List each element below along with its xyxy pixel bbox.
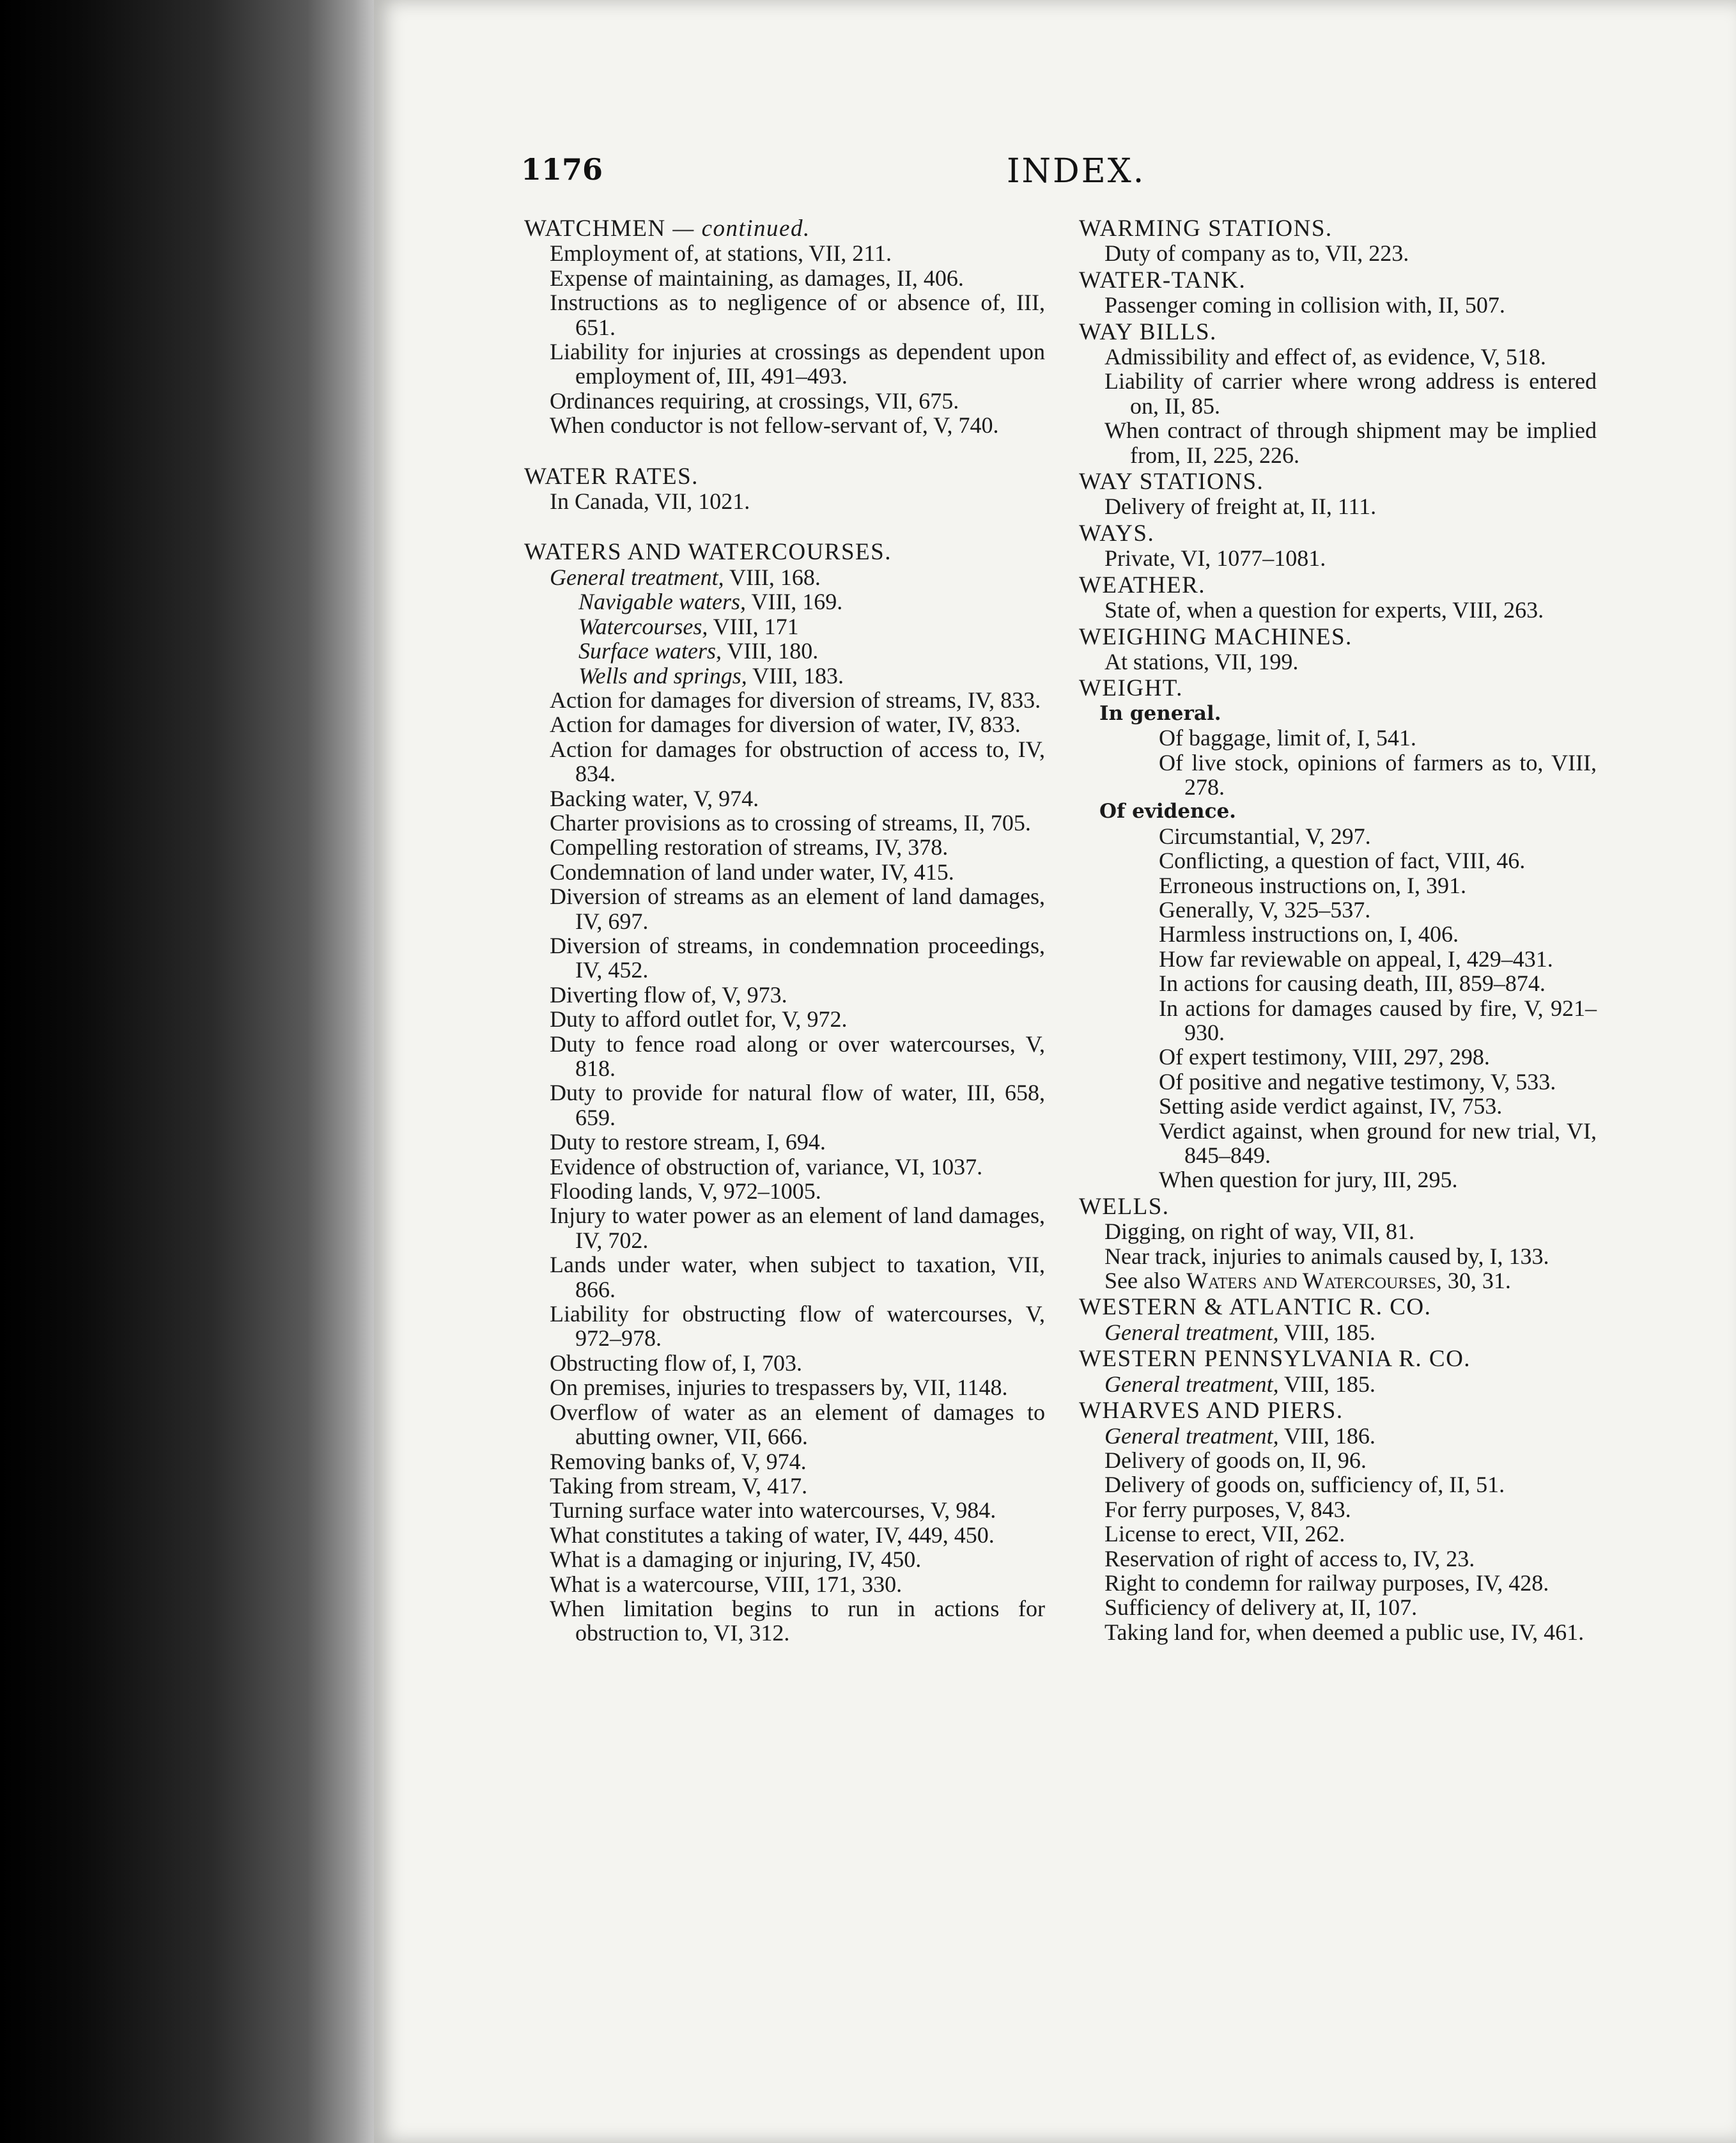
index-heading bbox=[524, 465, 1045, 489]
entry-text: Near track, injuries to animals caused by, I, 133. bbox=[1104, 1243, 1549, 1269]
entry-text: Action for damages for diversion of water, IV, 833. bbox=[550, 712, 1021, 738]
index-entry bbox=[1133, 1094, 1597, 1118]
index-subheading bbox=[1099, 799, 1597, 823]
index-entry bbox=[1133, 1119, 1597, 1168]
entry-text: What is a damaging or injuring, IV, 450. bbox=[550, 1547, 922, 1573]
index-entry bbox=[524, 835, 1045, 859]
entry-text: Conflicting, a question of fact, VIII, 46. bbox=[1159, 848, 1526, 874]
index-entry bbox=[524, 1498, 1045, 1522]
entry-text: At stations, VII, 199. bbox=[1104, 648, 1299, 674]
index-heading bbox=[1079, 522, 1597, 546]
entry-text: When limitation begins to run in actions for obstruction to, VI, 312. bbox=[550, 1595, 1045, 1646]
entry-text: Liability of carrier where wrong address is entered on, II, 85. bbox=[1104, 368, 1597, 419]
heading-text: WESTERN & ATLANTIC R. CO. bbox=[1079, 1294, 1432, 1321]
index-entry bbox=[1079, 369, 1597, 418]
index-entry bbox=[1133, 1070, 1597, 1094]
index-heading bbox=[524, 217, 1045, 241]
index-entry bbox=[524, 712, 1045, 736]
entry-text: Diversion of streams as an element of land damages, IV, 697. bbox=[550, 884, 1045, 934]
index-column-left bbox=[524, 214, 1045, 1646]
index-entry bbox=[524, 1596, 1045, 1646]
book-spine-edge bbox=[0, 0, 384, 2143]
entry-text: Private, VI, 1077–1081. bbox=[1104, 545, 1326, 572]
entry-text: Expense of maintaining, as damages, II, 406. bbox=[550, 265, 964, 291]
entry-text: Right to condemn for railway purposes, IV, 428. bbox=[1104, 1570, 1549, 1596]
heading-text: WAY BILLS. bbox=[1079, 318, 1217, 345]
entry-text: Verdict against, when ground for new trial, VI, 845–849. bbox=[1159, 1118, 1597, 1169]
index-entry bbox=[524, 1449, 1045, 1474]
index-entry bbox=[553, 664, 1045, 688]
index-heading bbox=[1079, 269, 1597, 293]
index-entry bbox=[1133, 873, 1597, 898]
index-entry bbox=[1079, 1268, 1597, 1293]
index-entry bbox=[1079, 1244, 1597, 1268]
index-entry bbox=[1079, 1595, 1597, 1619]
index-heading bbox=[1079, 573, 1597, 598]
entry-text: Circumstantial, V, 297. bbox=[1159, 823, 1371, 849]
index-entry bbox=[524, 1547, 1045, 1571]
index-entry bbox=[1079, 494, 1597, 518]
heading-text: WEATHER. bbox=[1079, 572, 1205, 598]
index-entry bbox=[524, 266, 1045, 290]
entry-text: In actions for causing death, III, 859–874. bbox=[1159, 970, 1546, 997]
heading-text: WARMING STATIONS. bbox=[1079, 215, 1333, 242]
entry-text: When contract of through shipment may be implied from, II, 225, 226. bbox=[1104, 417, 1597, 468]
entry-text: How far reviewable on appeal, I, 429–431. bbox=[1159, 946, 1553, 972]
index-entry bbox=[1079, 1571, 1597, 1595]
entry-text: Diversion of streams, in condemnation proceedings, IV, 452. bbox=[550, 932, 1045, 983]
running-head: INDEX. bbox=[1007, 152, 1146, 191]
heading-text: WATER RATES. bbox=[524, 463, 699, 490]
index-entry bbox=[524, 1252, 1045, 1302]
entry-text: When question for jury, III, 295. bbox=[1159, 1167, 1458, 1193]
entry-text: Surface waters, bbox=[578, 638, 722, 664]
page-header bbox=[521, 152, 1146, 203]
subheading-text: In general. bbox=[1099, 701, 1221, 725]
index-entry bbox=[524, 1474, 1045, 1498]
entry-text: Reservation of right of access to, IV, 23. bbox=[1104, 1545, 1475, 1571]
entry-reference: VIII, 185. bbox=[1278, 1371, 1376, 1397]
cross-reference: Waters and Watercourses bbox=[1186, 1268, 1436, 1294]
entry-reference: VIII, 186. bbox=[1278, 1422, 1376, 1449]
entry-text: Duty to afford outlet for, V, 972. bbox=[550, 1006, 848, 1033]
index-entry bbox=[1079, 1448, 1597, 1472]
entry-text: What is a watercourse, VIII, 171, 330. bbox=[550, 1571, 903, 1597]
index-entry bbox=[524, 786, 1045, 811]
index-heading bbox=[1079, 217, 1597, 241]
entry-text: In Canada, VII, 1021. bbox=[550, 488, 750, 515]
index-entry bbox=[1133, 898, 1597, 922]
index-entry bbox=[524, 413, 1045, 437]
entry-text: Lands under water, when subject to taxation, VII, 866. bbox=[550, 1252, 1045, 1302]
index-entry bbox=[524, 1302, 1045, 1351]
heading-text: WEIGHING MACHINES. bbox=[1079, 623, 1352, 650]
heading-text: WEIGHT. bbox=[1079, 675, 1183, 702]
entry-text: General treatment, bbox=[1104, 1371, 1279, 1397]
index-entry bbox=[1133, 726, 1597, 750]
entry-text: Delivery of freight at, II, 111. bbox=[1104, 494, 1377, 520]
entry-text: Diverting flow of, V, 973. bbox=[550, 981, 787, 1008]
index-entry bbox=[524, 489, 1045, 513]
index-entry bbox=[1133, 848, 1597, 873]
index-entry bbox=[524, 1375, 1045, 1399]
entry-text: Taking land for, when deemed a public use, IV, 461. bbox=[1104, 1619, 1585, 1645]
index-entry bbox=[524, 933, 1045, 983]
index-entry bbox=[1133, 824, 1597, 848]
heading-text: WHARVES AND PIERS. bbox=[1079, 1398, 1344, 1424]
index-heading bbox=[1079, 1399, 1597, 1423]
index-subheading bbox=[1099, 701, 1597, 726]
page-number: 1176 bbox=[521, 152, 603, 187]
entry-reference: VIII, 171 bbox=[708, 613, 799, 639]
entry-reference: VIII, 169. bbox=[745, 589, 843, 615]
index-entry bbox=[1079, 598, 1597, 622]
entry-text: Liability for obstructing flow of watercourses, V, 972–978. bbox=[550, 1301, 1045, 1352]
index-entry bbox=[1079, 650, 1597, 674]
entry-text: Duty to restore stream, I, 694. bbox=[550, 1129, 826, 1155]
heading-text: WATCHMEN bbox=[524, 215, 666, 242]
index-entry bbox=[524, 884, 1045, 933]
entry-text: Taking from stream, V, 417. bbox=[550, 1472, 808, 1499]
index-entry bbox=[553, 639, 1045, 663]
entry-text: In actions for damages caused by fire, V, 921–930. bbox=[1159, 995, 1597, 1045]
entry-reference: VIII, 168. bbox=[724, 564, 821, 590]
entry-text: Sufficiency of delivery at, II, 107. bbox=[1104, 1594, 1418, 1621]
index-entry bbox=[524, 339, 1045, 389]
entry-text: General treatment, bbox=[1104, 1319, 1279, 1345]
entry-text: When conductor is not fellow-servant of, V, 740. bbox=[550, 412, 999, 439]
entry-text: License to erect, VII, 262. bbox=[1104, 1521, 1345, 1547]
entry-text: State of, when a question for experts, VIII, 263. bbox=[1104, 597, 1544, 623]
index-entry bbox=[524, 1523, 1045, 1547]
entry-text: Obstructing flow of, I, 703. bbox=[550, 1350, 802, 1376]
entry-text: Admissibility and effect of, as evidence, V, 518. bbox=[1104, 344, 1546, 370]
index-entry bbox=[524, 1179, 1045, 1203]
index-entry bbox=[1079, 1620, 1597, 1644]
index-entry bbox=[1079, 546, 1597, 570]
entry-text: General treatment, bbox=[1104, 1422, 1279, 1449]
index-entry bbox=[524, 1400, 1045, 1449]
entry-text: Overflow of water as an element of damages to abutting owner, VII, 666. bbox=[550, 1399, 1045, 1450]
entry-text: General treatment, bbox=[550, 564, 724, 590]
index-entry bbox=[1133, 947, 1597, 971]
entry-text: Injury to water power as an element of land damages, IV, 702. bbox=[550, 1203, 1045, 1253]
entry-text: Of expert testimony, VIII, 297, 298. bbox=[1159, 1044, 1490, 1070]
entry-text: Condemnation of land under water, IV, 415. bbox=[550, 859, 954, 885]
index-column-right bbox=[1079, 214, 1597, 1644]
entry-text: Of live stock, opinions of farmers as to, VIII, 278. bbox=[1159, 749, 1597, 800]
entry-text: On premises, injuries to trespassers by, VII, 1148. bbox=[550, 1375, 1008, 1401]
entry-text: Wells and springs, bbox=[578, 662, 747, 689]
entry-text: Navigable waters, bbox=[578, 589, 746, 615]
index-heading bbox=[1079, 625, 1597, 650]
index-heading bbox=[1079, 1295, 1597, 1320]
entry-reference: VIII, 185. bbox=[1278, 1319, 1376, 1345]
entry-text: See also bbox=[1104, 1268, 1186, 1294]
index-entry bbox=[524, 1007, 1045, 1031]
index-entry bbox=[524, 983, 1045, 1007]
index-entry bbox=[1133, 971, 1597, 995]
index-entry bbox=[1079, 241, 1597, 265]
index-entry bbox=[524, 389, 1045, 413]
subheading-text: Of evidence. bbox=[1099, 800, 1236, 823]
heading-text: WELLS. bbox=[1079, 1193, 1170, 1220]
index-entry bbox=[524, 290, 1045, 339]
index-entry bbox=[1079, 1372, 1597, 1396]
index-heading bbox=[1079, 676, 1597, 701]
entry-text: Passenger coming in collision with, II, 507. bbox=[1104, 292, 1505, 318]
index-entry bbox=[1133, 922, 1597, 946]
index-entry bbox=[524, 1080, 1045, 1130]
entry-text: Duty to fence road along or over watercourses, V, 818. bbox=[550, 1031, 1045, 1081]
entry-reference: , 30, 31. bbox=[1436, 1268, 1511, 1294]
index-heading bbox=[1079, 1195, 1597, 1219]
entry-text: Action for damages for obstruction of access to, IV, 834. bbox=[550, 736, 1045, 787]
entry-text: Charter provisions as to crossing of streams, II, 705. bbox=[550, 809, 1031, 836]
index-entry bbox=[524, 1155, 1045, 1179]
index-entry bbox=[524, 1351, 1045, 1375]
entry-text: Ordinances requiring, at crossings, VII, 675. bbox=[550, 387, 959, 414]
index-entry bbox=[1133, 1167, 1597, 1192]
entry-text: Generally, V, 325–537. bbox=[1159, 896, 1371, 923]
index-entry bbox=[1133, 996, 1597, 1045]
index-entry bbox=[553, 589, 1045, 614]
entry-text: Liability for injuries at crossings as dependent upon employment of, III, 491–493. bbox=[550, 339, 1045, 389]
heading-text: WESTERN PENNSYLVANIA R. CO. bbox=[1079, 1346, 1471, 1373]
index-heading bbox=[524, 540, 1045, 565]
index-entry bbox=[1079, 1522, 1597, 1546]
index-entry bbox=[1133, 1045, 1597, 1069]
index-entry bbox=[1079, 1219, 1597, 1243]
index-entry bbox=[524, 1130, 1045, 1154]
entry-text: Erroneous instructions on, I, 391. bbox=[1159, 872, 1466, 898]
index-entry bbox=[524, 688, 1045, 712]
entry-text: Instructions as to negligence of or absence of, III, 651. bbox=[550, 290, 1045, 340]
index-entry bbox=[524, 1572, 1045, 1596]
entry-text: Action for damages for diversion of streams, IV, 833. bbox=[550, 687, 1041, 713]
index-heading bbox=[1079, 470, 1597, 494]
index-entry bbox=[1079, 1424, 1597, 1448]
index-heading bbox=[1079, 320, 1597, 345]
index-entry bbox=[524, 565, 1045, 589]
entry-text: Backing water, V, 974. bbox=[550, 785, 759, 811]
index-heading bbox=[1079, 1347, 1597, 1371]
heading-text: WAYS. bbox=[1079, 520, 1155, 547]
heading-text: WATERS AND WATERCOURSES. bbox=[524, 539, 892, 566]
entry-text: Digging, on right of way, VII, 81. bbox=[1104, 1219, 1414, 1245]
index-entry bbox=[1079, 1497, 1597, 1522]
index-entry bbox=[524, 737, 1045, 786]
index-entry bbox=[524, 1032, 1045, 1081]
entry-text: Of baggage, limit of, I, 541. bbox=[1159, 725, 1416, 751]
heading-text: WATER-TANK. bbox=[1079, 267, 1246, 293]
index-entry bbox=[1079, 1472, 1597, 1497]
entry-text: Of positive and negative testimony, V, 533. bbox=[1159, 1068, 1556, 1095]
entry-text: Evidence of obstruction of, variance, VI, 1037. bbox=[550, 1153, 983, 1180]
continued-note: — continued. bbox=[665, 215, 810, 242]
index-entry bbox=[1133, 751, 1597, 800]
index-entry bbox=[1079, 1320, 1597, 1344]
index-entry bbox=[524, 241, 1045, 265]
entry-text: Setting aside verdict against, IV, 753. bbox=[1159, 1093, 1503, 1119]
entry-text: Removing banks of, V, 974. bbox=[550, 1448, 807, 1474]
entry-text: Delivery of goods on, II, 96. bbox=[1104, 1447, 1367, 1473]
entry-reference: VIII, 180. bbox=[721, 638, 819, 664]
index-entry bbox=[1079, 1547, 1597, 1571]
entry-text: Harmless instructions on, I, 406. bbox=[1159, 921, 1459, 947]
entry-text: Flooding lands, V, 972–1005. bbox=[550, 1178, 821, 1204]
index-entry bbox=[1079, 418, 1597, 467]
entry-text: Watercourses, bbox=[578, 613, 708, 639]
entry-text: Duty to provide for natural flow of water, III, 658, 659. bbox=[550, 1080, 1045, 1130]
index-entry bbox=[524, 1203, 1045, 1252]
index-entry bbox=[524, 811, 1045, 835]
entry-text: What constitutes a taking of water, IV, 449, 450. bbox=[550, 1522, 995, 1548]
index-entry bbox=[553, 614, 1045, 639]
index-entry bbox=[1079, 293, 1597, 317]
entry-text: For ferry purposes, V, 843. bbox=[1104, 1496, 1351, 1522]
entry-text: Turning surface water into watercourses, V, 984. bbox=[550, 1497, 996, 1523]
entry-text: Delivery of goods on, sufficiency of, II, 51. bbox=[1104, 1472, 1505, 1498]
entry-text: Compelling restoration of streams, IV, 378. bbox=[550, 834, 949, 861]
heading-text: WAY STATIONS. bbox=[1079, 469, 1264, 495]
index-entry bbox=[1079, 345, 1597, 369]
entry-reference: VIII, 183. bbox=[747, 662, 844, 689]
entry-text: Employment of, at stations, VII, 211. bbox=[550, 240, 892, 267]
entry-text: Duty of company as to, VII, 223. bbox=[1104, 240, 1409, 267]
index-entry bbox=[524, 860, 1045, 884]
